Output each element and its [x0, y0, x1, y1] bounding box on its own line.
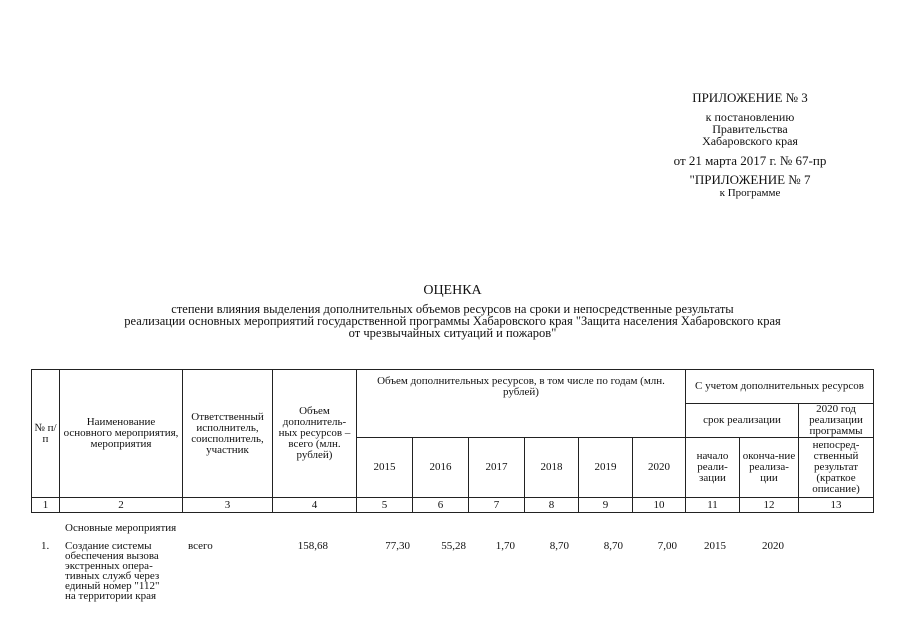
header-result-2020: 2020 год реализации программы [799, 404, 874, 438]
row-name-line: единый номер "112" [65, 580, 160, 592]
header-year: 2018 [525, 438, 579, 498]
row-name-line: тивных служб через [65, 570, 160, 582]
row-end: 2020 [762, 540, 784, 552]
column-number: 1 [32, 498, 60, 513]
header-start: начало реали-зации [686, 438, 740, 498]
appendix-date: от 21 марта 2017 г. № 67-пр [673, 153, 827, 168]
appendix-header [620, 90, 880, 200]
appendix-number: ПРИЛОЖЕНИЕ № 3 [692, 90, 808, 105]
column-number: 7 [469, 498, 525, 513]
header-volume: Объем дополнитель-ных ресурсов – всего (млн. рублей) [273, 370, 357, 498]
header-year: 2015 [357, 438, 413, 498]
header-period: срок реализации [686, 404, 799, 438]
appendix-program-number: "ПРИЛОЖЕНИЕ № 7 [689, 172, 811, 187]
column-number: 13 [799, 498, 874, 513]
header-result: непосред-ственный результат (краткое описание) [799, 438, 874, 498]
row-name-line: экстренных опера- [65, 560, 153, 572]
column-number: 3 [183, 498, 273, 513]
header-year: 2016 [413, 438, 469, 498]
row-name-line: Создание системы [65, 540, 152, 552]
row-year-value: 77,30 [385, 540, 410, 552]
row-name-line: на территории края [65, 590, 157, 602]
title-subtitle-line: степени влияния выделения дополнительных объемов ресурсов на сроки и непосредственные результаты [171, 302, 734, 316]
column-number: 8 [525, 498, 579, 513]
row-executor: всего [188, 540, 213, 552]
row-name-line: обеспечения вызова [65, 550, 159, 562]
column-number: 6 [413, 498, 469, 513]
header-name: Наименование основного мероприятия, мероприятия [60, 370, 183, 498]
row-number: 1. [41, 540, 50, 552]
column-number: 10 [633, 498, 686, 513]
column-number: 2 [60, 498, 183, 513]
row-start: 2015 [704, 540, 726, 552]
row-total: 158,68 [297, 540, 328, 552]
column-number: 4 [273, 498, 357, 513]
header-year: 2017 [469, 438, 525, 498]
appendix-ref-line: Правительства [712, 122, 788, 136]
column-number: 11 [686, 498, 740, 513]
assessment-table-header [31, 369, 874, 513]
header-executor: Ответственный исполнитель, соисполнитель, участник [183, 370, 273, 498]
row-year-value: 55,28 [441, 540, 466, 552]
column-number: 9 [579, 498, 633, 513]
title-subtitle-line: реализации основных мероприятий государственной программы Хабаровского края "Защита населения Хабаровского края [124, 314, 781, 328]
row-year-value: 8,70 [603, 540, 623, 552]
row-year-value: 1,70 [495, 540, 515, 552]
header-year: 2020 [633, 438, 686, 498]
section-label: Основные мероприятия [65, 522, 177, 534]
appendix-ref-line: к постановлению [705, 110, 795, 124]
column-number: 12 [740, 498, 799, 513]
header-years-group: Объем дополнительных ресурсов, в том числе по годам (млн. рублей) [357, 370, 686, 438]
appendix-ref-line: Хабаровского края [702, 134, 798, 148]
row-name [65, 541, 159, 601]
column-number-row [32, 498, 874, 513]
title-main: ОЦЕНКА [423, 283, 482, 298]
header-end: оконча-ние реализа-ции [740, 438, 799, 498]
header-extra-group: С учетом дополнительных ресурсов [686, 370, 874, 404]
document-title [0, 283, 905, 339]
row-year-value: 8,70 [549, 540, 569, 552]
header-year: 2019 [579, 438, 633, 498]
appendix-program-ref: к Программе [719, 187, 781, 199]
column-number: 5 [357, 498, 413, 513]
title-subtitle-line: от чрезвычайных ситуаций и пожаров" [348, 326, 557, 340]
row-year-value: 7,00 [657, 540, 677, 552]
header-num: № п/п [32, 370, 60, 498]
